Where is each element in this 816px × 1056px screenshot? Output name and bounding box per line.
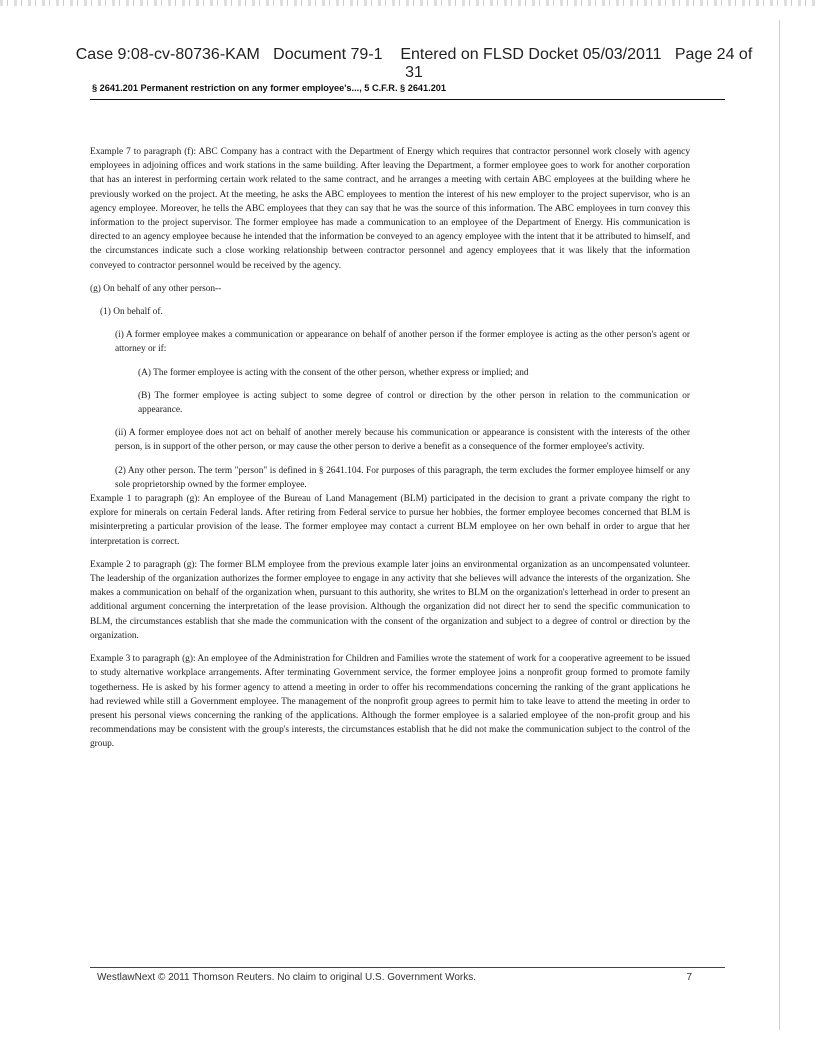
footer-copyright: WestlawNext © 2011 Thomson Reuters. No claim to original U.S. Government Works. [97,972,476,983]
case-header-page-total: 31 [405,64,423,81]
section-g-2: (2) Any other person. The term "person" is defined in § 2641.104. For purposes of this paragraph, the term excludes the former employee himself or any sole proprietorship owned by the former employee. [115,465,690,490]
case-header [74,46,754,82]
example-1-paragraph-g: Example 1 to paragraph (g): An employee of the Bureau of Land Management (BLM) participated in the decision to grant a private company the right to explore for minerals on certain Federal lands. After retiring from Federal service to pursue her hobbies, the former employee becomes concerned that BLM is misinterpreting a particular provision of the lease. The former employee may contact a current BLM employee on her own behalf in order to argue that her interpretation is correct. [90,494,690,547]
example-7-paragraph-f: Example 7 to paragraph (f): ABC Company has a contract with the Department of Energy which requires that contractor personnel work closely with agency employees in adjoining offices and work stations in the same building. After leaving the Department, a former employee goes to work for another corporation that has an interest in performing certain work related to the same contract, and he arranges a meeting with certain ABC employees at the building where he previously worked on the project. At the meeting, he asks the ABC employees to mention the interest of his new employer to the project supervisor, who is an agency employee. Moreover, he tells the ABC employees that they can say that he was the source of this information. The ABC employees in turn convey this information to the project supervisor. The former employee has made a communication to an employee of the Department of Energy. His communication is directed to an agency employee because he intended that the information be conveyed to an agency employee with the intent that it be attributed to himself, and the circumstances indicate such a close working relationship between contractor personnel and agency employees that it was likely that the information conveyed to contractor personnel would be received by the agency. [90,147,690,271]
scan-artifact-right [779,20,780,1030]
footer-rule [90,967,725,968]
example-2-paragraph-g: Example 2 to paragraph (g): The former BLM employee from the previous example later joins an environmental organization as an uncompensated volunteer. The leadership of the organization authorizes the former employee to engage in any activity that she believes will advance the interests of the organization. She makes a communication on behalf of the organization when, pursuant to this authority, she writes to BLM on the organization's letterhead in order to present an additional argument concerning the interpretation of the lease provision. Although the organization did not direct her to send the specific communication to BLM, the circumstances establish that she made the communication with the consent of the organization and subject to a degree of control or direction by the organization. [90,559,690,641]
section-g-1-i-B: (B) The former employee is acting subject to some degree of control or direction by the other person in relation to the communication or appearance. [138,390,690,416]
section-g-1-i-A: (A) The former employee is acting with the consent of the other person, whether express or implied; and [138,367,529,378]
document-body [90,145,690,752]
footer-page-number: 7 [686,972,692,983]
document-title: § 2641.201 Permanent restriction on any former employee's..., 5 C.F.R. § 2641.201 [92,83,447,93]
page-footer [97,972,692,983]
example-3-paragraph-g: Example 3 to paragraph (g): An employee of the Administration for Children and Families wrote the statement of work for a cooperative agreement to be issued to study alternative workplace arrangements. After terminating Government service, the former employee joins a nonprofit group formed to promote family togetherness. He is asked by his former agency to attend a meeting in order to offer his recommendations concerning the ranking of the grant applications he had reviewed while still a Government employee. The management of the nonprofit group agrees to permit him to take leave to attend the meeting in order to present his personal views concerning the ranking of the applications. Although the former employee is a salaried employee of the non-profit group and his recommendations may be consistent with the group's interests, the circumstances establish that he did not make the communication subject to the control of the group. [90,654,690,750]
section-g-1-heading: (1) On behalf of. [100,307,163,318]
header-rule [90,99,725,100]
case-header-line: Case 9:08-cv-80736-KAM Document 79-1 Entered on FLSD Docket 05/03/2011 Page 24 of [75,46,753,63]
section-g-1-i: (i) A former employee makes a communication or appearance on behalf of another person if the former employee is acting as the other person's agent or attorney or if: [115,330,690,355]
section-g-heading: (g) On behalf of any other person-- [90,283,222,294]
section-g-1-ii: (ii) A former employee does not act on behalf of another merely because his communication or appearance is consistent with the interests of the other person, is in support of the other person, or may cause the other person to derive a benefit as a consequence of the former employee's activity. [115,428,690,453]
scan-artifact-top [0,0,816,6]
